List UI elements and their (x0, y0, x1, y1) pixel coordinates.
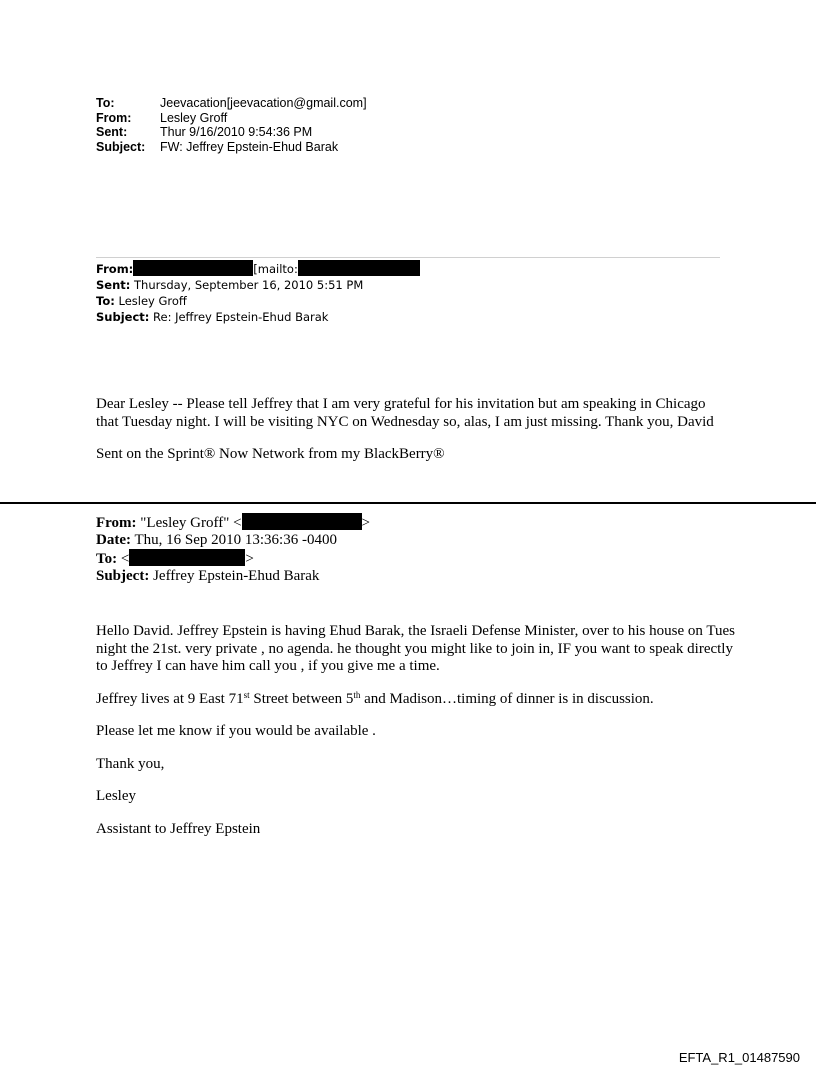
original-paragraph-4: Thank you, (96, 755, 165, 772)
original-to-row (96, 549, 370, 568)
original-paragraph-1: Hello David. Jeffrey Epstein is having Ehud Barak, the Israeli Defense Minister, over to his house on Tues night the 21st. very private , no agenda. he thought you might like to join in, IF you want to speak directly to Jeffrey I can have him call you , if you give me a time. (96, 623, 736, 674)
reply-body (96, 396, 726, 464)
forward-sent-row (96, 277, 420, 293)
original-message-divider (0, 502, 816, 504)
original-from-value: "Lesley Groff" < (140, 515, 242, 531)
original-to-open: < (120, 551, 130, 567)
bates-number: EFTA_R1_01487590 (678, 1050, 800, 1065)
address-text-b: Street between 5 (249, 690, 354, 707)
original-paragraph-2 (96, 691, 736, 709)
subject-label: Subject: (96, 139, 146, 154)
original-subject-label: Subject: (96, 568, 150, 584)
header-to-row (96, 96, 367, 111)
address-text-c: and Madison…timing of dinner is in discussion. (360, 690, 654, 707)
forward-divider (96, 257, 720, 258)
forward-subject-value: Re: Jeffrey Epstein-Ehud Barak (153, 310, 329, 324)
original-date-label: Date: (96, 532, 131, 548)
redaction-block (298, 260, 420, 276)
original-date-row (96, 532, 370, 549)
original-from-label: From: (96, 515, 137, 531)
original-subject-value: Jeffrey Epstein-Ehud Barak (153, 568, 320, 584)
ordinal-suffix: th (353, 689, 361, 700)
from-value: Lesley Groff (160, 110, 228, 125)
original-header (96, 513, 370, 585)
forward-subject-row (96, 309, 420, 325)
redaction-block (129, 549, 245, 566)
original-to-label: To: (96, 551, 118, 567)
forward-to-value: Lesley Groff (118, 294, 187, 308)
forward-mailto: [mailto: (253, 262, 298, 276)
to-label: To: (96, 96, 115, 110)
reply-paragraph: Dear Lesley -- Please tell Jeffrey that I am very grateful for his invitation but am speaking in Chicago that Tuesday night. I will be visiting NYC on Wednesday so, alas, I am just missing. Thank you, David (96, 396, 714, 430)
original-date-value: Thu, 16 Sep 2010 13:36:36 -0400 (134, 532, 337, 548)
redaction-block (242, 513, 362, 530)
original-from-close: > (361, 515, 371, 531)
ordinal-suffix: st (243, 689, 250, 700)
to-value: Jeevacation[jeevacation@gmail.com] (160, 96, 367, 110)
subject-value: FW: Jeffrey Epstein-Ehud Barak (160, 139, 339, 154)
header-subject-row (96, 140, 367, 155)
forward-from-label: From: (96, 262, 134, 276)
forward-sent-value: Thursday, September 16, 2010 5:51 PM (134, 278, 364, 292)
forward-to-label: To: (96, 294, 115, 308)
original-paragraph-6: Assistant to Jeffrey Epstein (96, 820, 261, 837)
from-label: From: (96, 110, 132, 125)
original-paragraph-5: Lesley (96, 788, 136, 804)
header-sent-row (96, 125, 367, 140)
sent-label: Sent: (96, 125, 128, 139)
forward-header (96, 260, 420, 325)
sent-value: Thur 9/16/2010 9:54:36 PM (160, 125, 313, 139)
original-paragraph-3: Please let me know if you would be available . (96, 723, 376, 739)
reply-signature: Sent on the Sprint® Now Network from my BlackBerry® (96, 446, 445, 462)
original-body (96, 623, 736, 853)
forward-to-row (96, 293, 420, 309)
header-from-row (96, 111, 367, 126)
original-to-close: > (245, 551, 254, 567)
redaction-block (133, 260, 253, 276)
forward-sent-label: Sent: (96, 278, 131, 292)
address-text-a: Jeffrey lives at 9 East 71 (96, 690, 244, 707)
forward-subject-label: Subject: (96, 310, 150, 324)
original-subject-row (96, 568, 370, 585)
forward-from-row (96, 260, 420, 277)
top-email-header (96, 96, 367, 154)
original-from-row (96, 513, 370, 532)
